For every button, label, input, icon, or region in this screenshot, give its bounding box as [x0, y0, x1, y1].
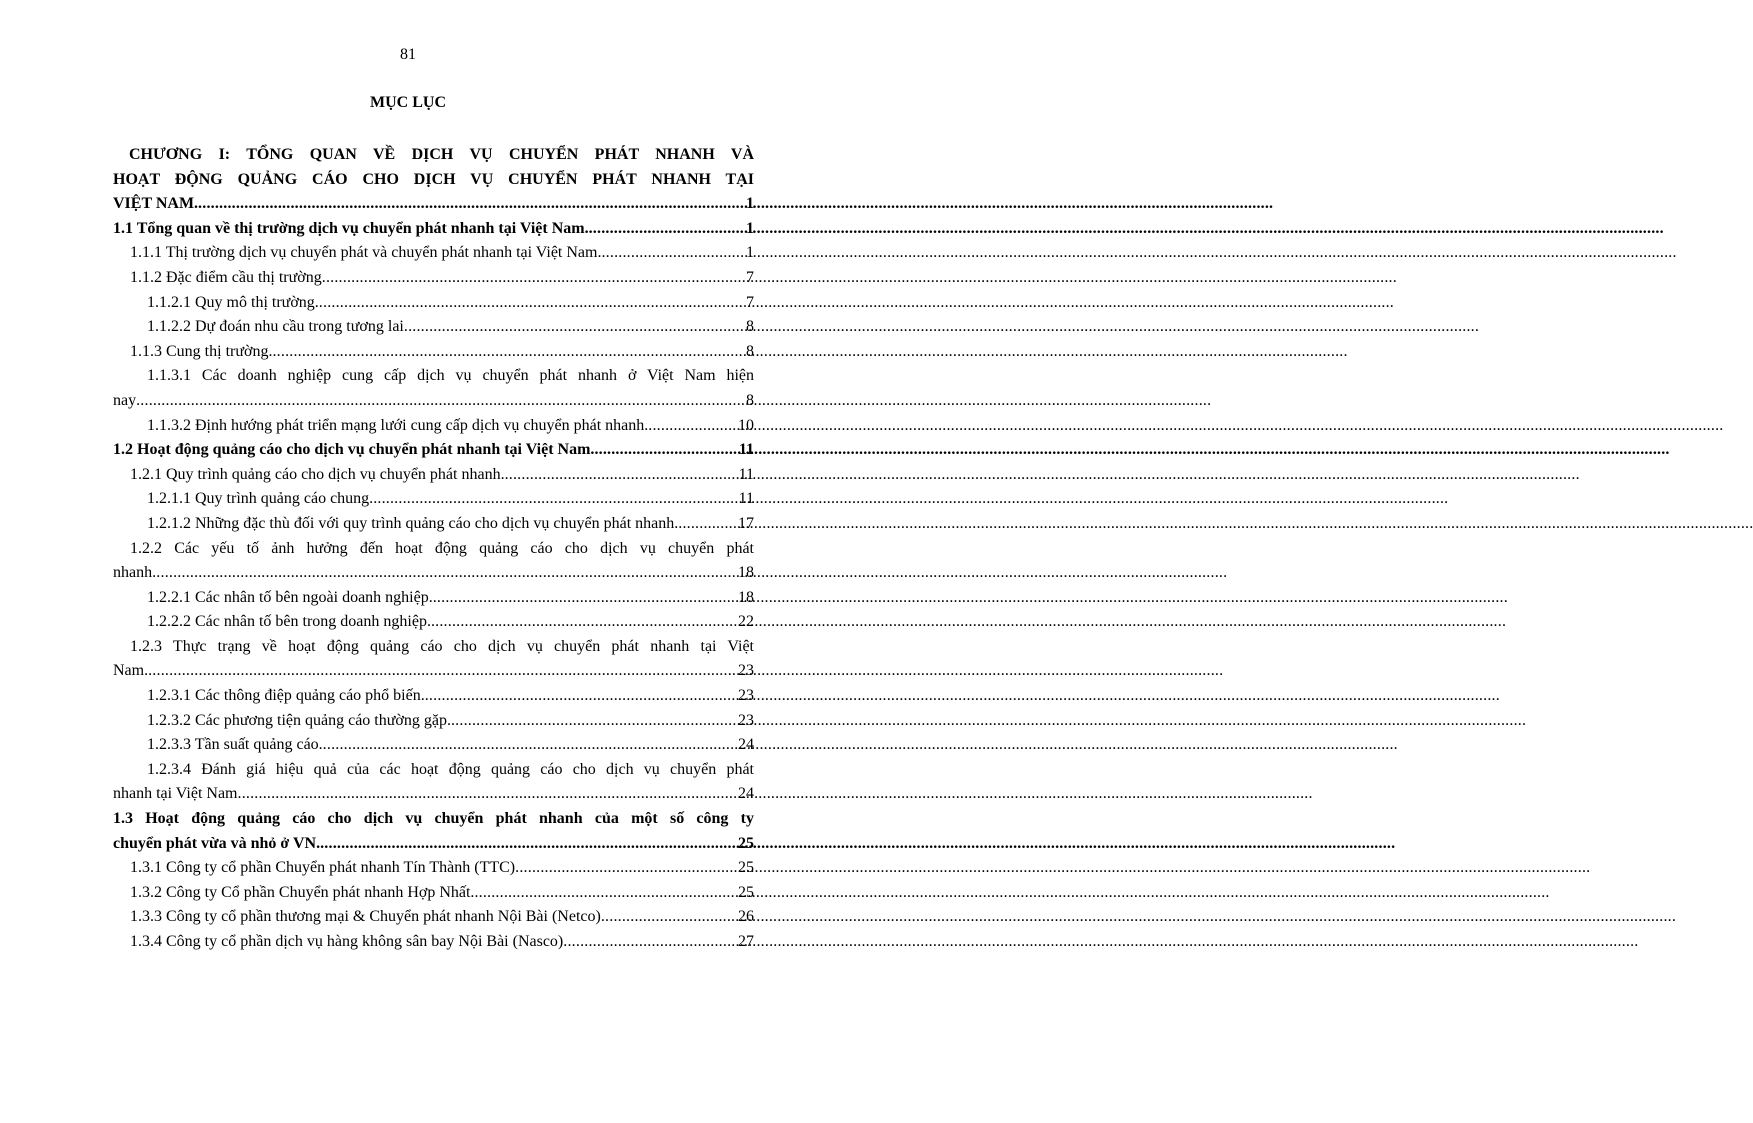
- toc-section-1-1-3-1[interactable]: [113, 364, 754, 413]
- leader-dots: [404, 315, 746, 340]
- toc-page-number: 25: [738, 834, 754, 852]
- leader-dots: [505, 463, 739, 488]
- toc-entry-text: 1.2.3.2 Các phương tiện quảng cáo thường gặp.: [147, 711, 451, 729]
- toc-page-number: 8: [746, 342, 754, 360]
- toc-entry-text: 1.1.2 Đặc điểm cầu thị trường: [130, 268, 322, 286]
- toc-entry-text: 1.2.1 Quy trình quảng cáo cho dịch vụ chuyển phát nhanh.: [130, 465, 505, 483]
- toc-entry-text: 1.1.1 Thị trường dịch vụ chuyển phát và chuyển phát nhanh tại Việt Nam.: [130, 244, 602, 262]
- leader-dots: [148, 659, 738, 684]
- leader-dots: [323, 733, 738, 758]
- toc-section-1-2-3-2[interactable]: [113, 709, 754, 734]
- toc-entry-text-line-2: nhanh tại Việt Nam: [113, 785, 238, 803]
- toc-page-number: 23: [738, 662, 754, 680]
- toc-entry-text: 1.3.3 Công ty cổ phần thương mại & Chuyển phát nhanh Nội Bài (Netco): [130, 908, 601, 926]
- leader-dots: [589, 217, 746, 242]
- toc-page-number: 7: [746, 268, 754, 286]
- toc-chapter-line-3: VIỆT NAM.: [113, 195, 199, 213]
- leader-dots: [373, 487, 738, 512]
- toc-entry-text: 1.1.3.2 Định hướng phát triển mạng lưới cung cấp dịch vụ chuyển phát nhanh.: [147, 416, 649, 434]
- toc-section-1-1-3[interactable]: [113, 340, 754, 365]
- toc-entry-text: 1.1.3 Cung thị trường.: [130, 342, 273, 360]
- leader-dots: [198, 192, 746, 217]
- toc-entry-text: 1.2.1.1 Quy trình quảng cáo chung.: [147, 490, 374, 508]
- toc-page-number: 1: [746, 195, 754, 213]
- toc-entry-text: 1.2 Hoạt động quảng cáo cho dịch vụ chuyển phát nhanh tại Việt Nam.: [113, 441, 595, 459]
- toc-section-1-2-1[interactable]: [113, 463, 754, 488]
- toc-entry-text: 1.2.3.3 Tần suất quảng cáo.: [147, 736, 323, 754]
- toc-section-1-2-3-4[interactable]: [113, 758, 754, 807]
- leader-dots: [451, 709, 738, 734]
- toc-page-number: 27: [738, 933, 754, 950]
- toc-chapter-1[interactable]: [113, 143, 754, 217]
- toc-chapter-line-2: HOẠT ĐỘNG QUẢNG CÁO CHO DỊCH VỤ CHUYỂN PHÁT NHANH TẠI: [113, 170, 754, 188]
- leader-dots: [322, 266, 746, 291]
- leader-dots: [272, 340, 746, 365]
- toc-entry-text-line-1: 1.3 Hoạt động quảng cáo cho dịch vụ chuyển phát nhanh của một số công ty: [113, 810, 754, 828]
- toc-section-1-3[interactable]: [113, 807, 754, 856]
- toc-page-number: 24: [738, 785, 754, 803]
- toc-page-number: 18: [738, 588, 754, 606]
- leader-dots: [515, 856, 738, 881]
- toc-entry-text: 1.2.2.1 Các nhân tố bên ngoài doanh nghiệp.: [147, 588, 433, 606]
- toc-page-number: 26: [738, 908, 754, 926]
- leader-dots: [474, 881, 738, 906]
- toc-entry-text-line-2: chuyển phát vừa và nhỏ ở VN.: [113, 834, 321, 852]
- leader-dots: [594, 438, 738, 463]
- toc-page-number: 17: [738, 514, 754, 532]
- toc-page-number: 11: [738, 465, 754, 483]
- toc-section-1-2-3-3[interactable]: [113, 733, 754, 758]
- toc-section-1-1[interactable]: [113, 217, 754, 242]
- toc-title: MỤC LỤC: [370, 94, 446, 111]
- leader-dots: [319, 291, 746, 316]
- toc-page-number: 22: [738, 613, 754, 631]
- leader-dots: [431, 610, 738, 635]
- toc-section-1-2-3-1[interactable]: [113, 684, 754, 709]
- toc-page-number: 24: [738, 736, 754, 754]
- toc-section-1-3-4[interactable]: [113, 930, 754, 955]
- toc-section-1-2-1-1[interactable]: [113, 487, 754, 512]
- toc-page-number: 1: [746, 244, 754, 262]
- leader-dots: [648, 414, 738, 439]
- toc-page-number: 10: [738, 416, 754, 434]
- leader-dots: [238, 782, 739, 807]
- toc-page-number: 8: [746, 318, 754, 336]
- toc-entry-text: 1.2.3.1 Các thông điệp quảng cáo phổ biến.: [147, 687, 425, 705]
- toc-entry-text: 1.2.2.2 Các nhân tố bên trong doanh nghiệp.: [147, 613, 431, 631]
- leader-dots: [601, 905, 738, 930]
- toc-page-number: 25: [738, 883, 754, 901]
- leader-dots: [152, 561, 738, 586]
- toc-entry-text: 1.3.4 Công ty cổ phần dịch vụ hàng không sân bay Nội Bài (Nasco): [130, 933, 564, 950]
- toc-section-1-3-1[interactable]: [113, 856, 754, 881]
- toc-section-1-1-2[interactable]: [113, 266, 754, 291]
- toc-page-number: 1: [746, 219, 754, 237]
- page-number: 81: [400, 46, 416, 63]
- leader-dots: [601, 241, 746, 266]
- toc-chapter-line-1: CHƯƠNG I: TỔNG QUAN VỀ DỊCH VỤ CHUYỂN PHÁT NHANH VÀ: [129, 146, 754, 163]
- toc-entry-text: 1.2.1.2 Những đặc thù đối với quy trình quảng cáo cho dịch vụ chuyển phát nhanh.: [147, 514, 679, 532]
- toc-entry-text-line-2: Nam.: [113, 662, 149, 680]
- toc-section-1-2-2-1[interactable]: [113, 586, 754, 611]
- toc-page-number: 23: [738, 711, 754, 729]
- toc-entry-text: 1.3.2 Công ty Cổ phần Chuyển phát nhanh Hợp Nhất.: [130, 883, 475, 901]
- toc-page-number: 11: [738, 490, 754, 508]
- toc-section-1-2-2-2[interactable]: [113, 610, 754, 635]
- toc-page-number: 7: [746, 293, 754, 311]
- toc-page-number: 11: [738, 441, 754, 459]
- toc-section-1-1-2-2[interactable]: [113, 315, 754, 340]
- toc-page-number: 18: [738, 564, 754, 582]
- toc-entry-text-line-1: 1.2.2 Các yếu tố ảnh hưởng đến hoạt động quảng cáo cho dịch vụ chuyển phát: [130, 539, 754, 557]
- toc-section-1-2-3[interactable]: [113, 635, 754, 684]
- toc-entry-text: 1.1.2.1 Quy mô thị trường.: [147, 293, 319, 311]
- toc-page-number: 8: [746, 391, 754, 409]
- leader-dots: [563, 930, 738, 955]
- toc-entry-text: 1.1.2.2 Dự đoán nhu cầu trong tương lai: [147, 318, 404, 336]
- toc-section-1-2-2[interactable]: [113, 537, 754, 586]
- leader-dots: [678, 512, 738, 537]
- toc-section-1-2[interactable]: [113, 438, 754, 463]
- toc-section-1-1-3-2[interactable]: [113, 414, 754, 439]
- toc-entry-text-line-2: nay: [113, 391, 137, 409]
- toc-section-1-2-1-2[interactable]: [113, 512, 754, 537]
- toc-section-1-1-2-1[interactable]: [113, 291, 754, 316]
- leader-dots: [425, 684, 738, 709]
- toc-entry-text: 1.3.1 Công ty cổ phần Chuyển phát nhanh Tín Thành (TTC): [130, 859, 516, 877]
- toc-section-1-3-3[interactable]: [113, 905, 754, 930]
- toc-entry-text-line-1: 1.2.3 Thực trạng về hoạt động quảng cáo cho dịch vụ chuyển phát nhanh tại Việt: [130, 637, 754, 655]
- toc-entry-text: 1.1 Tổng quan về thị trường dịch vụ chuyển phát nhanh tại Việt Nam.: [113, 219, 589, 237]
- toc-entry-text-line-1: 1.1.3.1 Các doanh nghiệp cung cấp dịch vụ chuyển phát nhanh ở Việt Nam hiện: [147, 367, 754, 385]
- toc-entry-text-line-2: nhanh: [113, 564, 153, 582]
- leader-dots: [433, 586, 738, 611]
- toc-section-1-1-1[interactable]: [113, 241, 754, 266]
- leader-dots: [136, 389, 746, 414]
- toc-section-1-3-2[interactable]: [113, 881, 754, 906]
- toc-page-number: 23: [738, 687, 754, 705]
- leader-dots: [320, 832, 738, 857]
- toc-page-number: 25: [738, 859, 754, 877]
- table-of-contents: [113, 143, 754, 955]
- toc-entry-text-line-1: 1.2.3.4 Đánh giá hiệu quả của các hoạt động quảng cáo cho dịch vụ chuyển phát: [147, 760, 754, 778]
